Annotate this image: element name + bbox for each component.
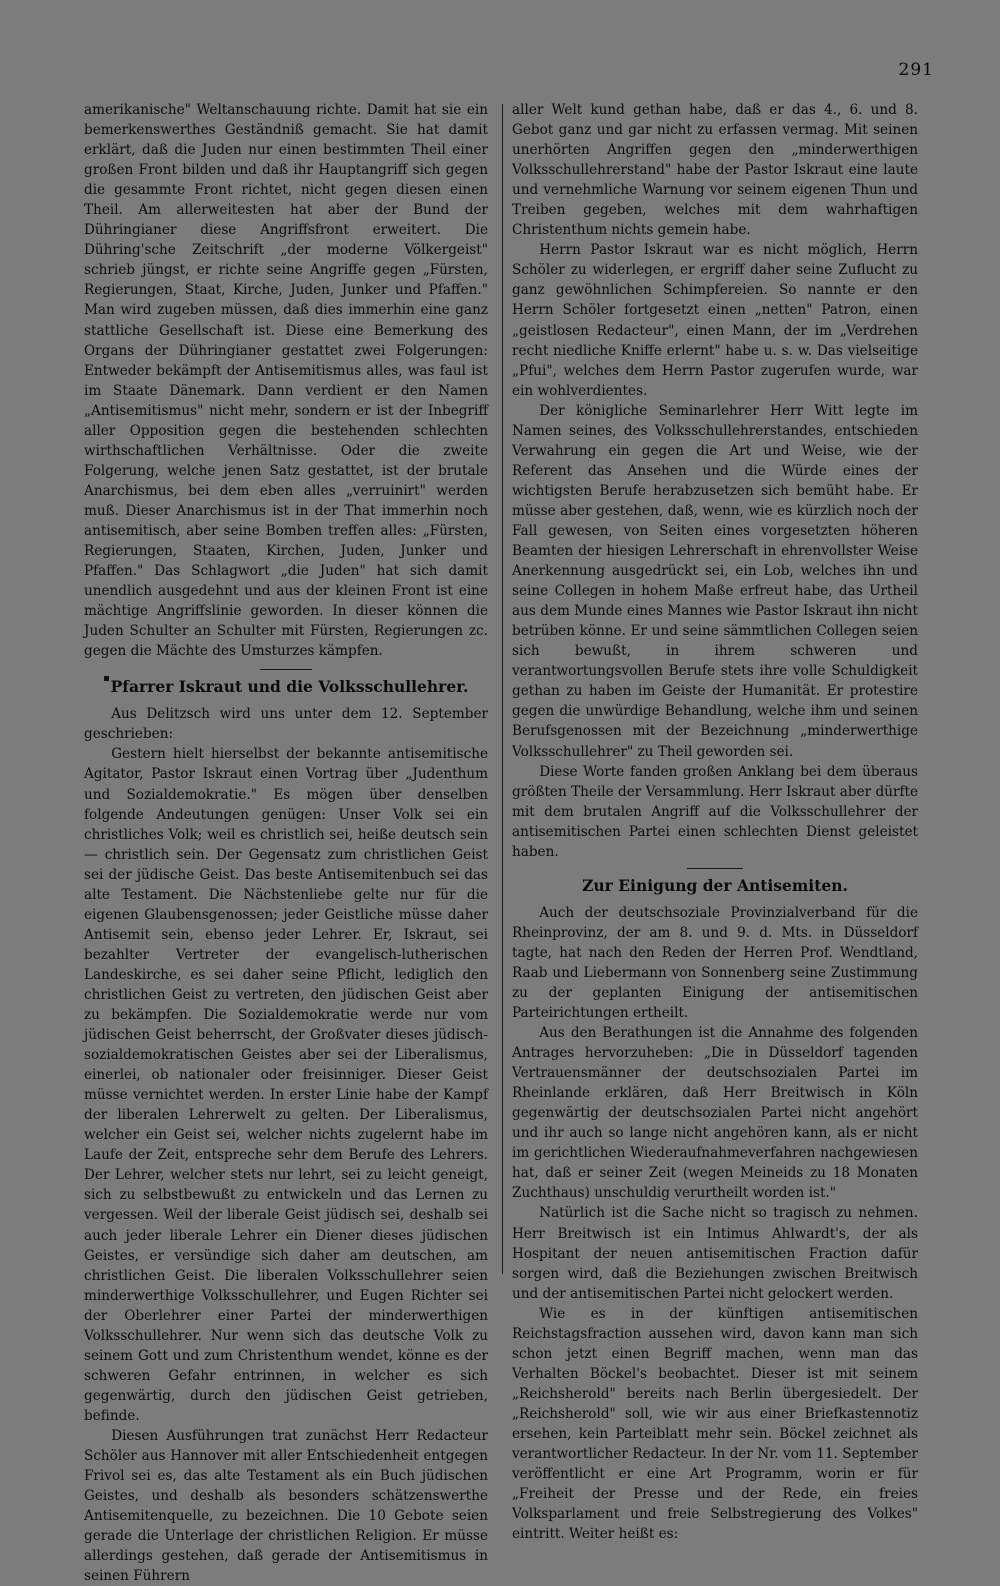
right-column — [512, 100, 918, 1544]
headline-text: Pfarrer Iskraut und die Volksschullehrer. — [110, 677, 469, 697]
article-headline-einigung: Zur Einigung der Antisemiten. — [582, 875, 848, 895]
article-paragraph: Aus Delitzsch wird uns unter dem 12. September geschrieben: — [84, 706, 488, 743]
article-paragraph: Auch der deutschsoziale Provinzialverband für die Rheinprovinz, der am 8. und 9. d. Mts. in Düsseldorf tagte, hat nach den Reden der Herren Prof. Wendtland, Raab und Liebermann von Sonnenberg seine Zustimmung zu der geplanten Einigung der antisemitischen Parteirichtungen ertheilt. — [512, 904, 918, 1022]
column-divider — [502, 104, 503, 1274]
page-number: 291 — [898, 60, 934, 80]
separator-rule — [260, 669, 312, 670]
article-paragraph: Diese Worte fanden großen Anklang bei dem überaus größten Theile der Versammlung. Herr Iskraut aber dürfte mit dem brutalen Angriff auf die Volksschullehrer der antisemitischen Partei einen schlechten Dienst geleistet haben. — [512, 763, 918, 860]
left-column — [84, 100, 488, 1586]
article-paragraph: Der königliche Seminarlehrer Herr Witt legte im Namen seines, des Volksschullehrerstandes, entschieden Verwahrung ein gegen die Art und Weise, wie der Referent das Ansehen und die Würde eines der wichtigsten Berufe herabzusetzen sich bemüht habe. Er müsse aber gestehen, daß, wenn, wie es kürzlich noch der Fall gewesen, von Seiten eines vorgesetzten höheren Beamten der hiesigen Lehrerschaft in ehrenvollster Weise Anerkennung ausgedrückt sei, ein Lob, welches ihn und seine Collegen in hohem Maße erfreut habe, das Urtheil aus dem Munde eines Mannes wie Pastor Iskraut ihn nicht betrüben könne. Er und seine sämmtlichen Collegen seien sich bewußt, in ihrem schweren und verantwortungsvollen Berufe stets ihre volle Schuldigkeit gethan zu haben im Geiste der Humanität. Er protestire gegen die unwürdige Behandlung, welche ihm und seinen Berufsgenossen mit der Bezeichnung „minderwerthige Volksschullehrer" zu Theil geworden sei. — [512, 402, 918, 760]
separator-rule — [687, 868, 743, 869]
article-paragraph: Diesen Ausführungen trat zunächst Herr Redacteur Schöler aus Hannover mit aller Entschiedenheit entgegen Frivol sei es, das alte Testament als ein Buch jüdischen Geistes, und deshalb als besonders schätzenswerthe Antisemitenquelle, zu bezeichnen. Die 10 Gebote seien gerade die Unterlage der christlichen Religion. Er müsse allerdings gestehen, daß gerade der Antisemitismus in seinen Führern — [84, 1428, 488, 1585]
article-paragraph: Gestern hielt hierselbst der bekannte antisemitische Agitator, Pastor Iskraut einen Vortrag über „Judenthum und Sozialdemokratie." Es mögen über denselben folgende Andeutungen genügen: Unser Volk sei ein christliches Volk; weil es christlich sei, heiße deutsch sein — christlich sein. Der Gegensatz zum christlichen Geist sei der jüdische Geist. Das beste Antisemitenbuch sei das alte Testament. Die Nächstenliebe gelte nur für die eigenen Glaubensgenossen; jeder Geistliche müsse daher Antisemit sein, ebenso jeder Lehrer. Er, Iskraut, sei bezahlter Vertreter der evangelisch-lutherischen Landeskirche, es sei daher seine Pflicht, lediglich den christlichen Geist zu vertreten, den jüdischen Geist aber zu bekämpfen. Die Sozialdemokratie werde nur vom jüdischen Geist beherrscht, der Großvater dieses jüdisch-sozialdemokratischen Geistes aber sei der Liberalismus, einerlei, ob nationaler oder freisinniger. Dieser Geist müsse vernichtet werden. In erster Linie habe der Kampf der liberalen Lehrerwelt zu gelten. Der Liberalismus, welcher ein Geist sei, welcher nichts zugelernt habe im Laufe der Zeit, entspreche sehr dem Berufe des Lehrers. Der Lehrer, welcher stets nur lehrt, sei zu leicht geneigt, sich zu selbstbewußt zu entwickeln und das Lernen zu vergessen. Weil der liberale Geist jüdisch sei, deshalb sei auch jeder liberale Lehrer ein Diener dieses jüdischen Geistes, er versündige sich daher am deutschen, am christlichen Geist. Die liberalen Volksschullehrer seien minderwerthige Volksschullehrer, und Eugen Richter sei der Oberlehrer einer Partei der minderwerthigen Volksschullehrer. Nur wenn sich das deutsche Volk zu seinem Gott und zum Christenthum wendet, könne es der schweren Gefahr entrinnen, in welcher es sich gegenwärtig, durch den jüdischen Geist getrieben, befinde. — [84, 746, 488, 1424]
continued-paragraph: aller Welt kund gethan habe, daß er das 4., 6. und 8. Gebot ganz und gar nicht zu erfassen vermag. Mit seinen unerhörten Angriffen gegen den „minderwerthigen Volksschullehrerstand" habe der Pastor Iskraut eine laute und vernehmliche Warnung vor seinem eigenen Thun und Treiben gegeben, welches mit dem wahrhaftigen Christenthum nichts gemein habe. — [512, 102, 918, 239]
article-paragraph: Herrn Pastor Iskraut war es nicht möglich, Herrn Schöler zu widerlegen, er ergriff daher seine Zuflucht zu ganz gewöhnlichen Schimpfereien. So nannte er den Herrn Schöler fortgesetzt einen „netten" Patron, einen „geistlosen Redacteur", einen Mann, der im „Verdrehen recht niedliche Kniffe erlernt" habe u. s. w. Das vielseitige „Pfui", welches dem Herrn Pastor zugerufen wurde, war ein wohlverdientes. — [512, 242, 918, 399]
article-paragraph: Natürlich ist die Sache nicht so tragisch zu nehmen. Herr Breitwisch ist ein Intimus Ahlwardt's, der als Hospitant der neuen antisemitischen Fraction dafür sorgen wird, daß die Beziehungen zwischen Breitwisch und der antisemitischen Partei nicht gelockert werden. — [512, 1205, 918, 1302]
article-paragraph: Aus den Berathungen ist die Annahme des folgenden Antrages hervorzuheben: „Die in Düsseldorf tagenden Vertrauensmänner der deutschsozialen Partei im Rheinlande erklären, daß Herr Breitwisch in Köln gegenwärtig der deutschsozialen Partei nicht angehört und ihr auch so lange nicht angehören kann, als er nicht im gerichtlichen Wiederaufnahmeverfahren nachgewiesen hat, daß er seiner Zeit (wegen Meineids zu 18 Monaten Zuchthaus) unschuldig verurtheilt worden ist." — [512, 1025, 918, 1202]
article-headline-iskraut — [84, 676, 488, 698]
headline-marker — [104, 676, 109, 681]
article-paragraph: Wie es in der künftigen antisemitischen Reichstagsfraction aussehen wird, davon kann man sich schon jetzt einen Begriff machen, wenn man das Verhalten Böckel's beobachtet. Dieser ist mit seinem „Reichsherold" bereits nach Berlin übergesiedelt. Der „Reichsherold" soll, wie wir aus einer Briefkastennotiz ersehen, kein Parteiblatt mehr sein. Böckel zeichnet als verantwortlicher Redacteur. In der Nr. vom 11. September veröffentlicht er eine Art Programm, worin er für „Freiheit der Presse und der Rede, ein freies Volksparlament und freie Selbstregierung des Volkes" eintritt. Weiter heißt es: — [512, 1305, 918, 1543]
left-opening-paragraph: amerikanische" Weltanschauung richte. Damit hat sie ein bemerkenswerthes Geständniß gemacht. Sie hat damit erklärt, daß die Juden nur einen bestimmten Theil einer großen Front bilden und daß ihr Hauptangriff sich gegen die gesammte Front richtet, nicht gegen diesen einen Theil. Am allerweitesten hat aber der Bund der Dühringianer diese Angriffsfront erweitert. Die Dühring'sche Zeitschrift „der moderne Völkergeist" schrieb jüngst, er richte seine Angriffe gegen „Fürsten, Regierungen, Staat, Kirche, Juden, Junker und Pfaffen." Man wird zugeben müssen, daß dies immerhin eine ganz stattliche Gesellschaft ist. Diese eine Bemerkung des Organs der Dühringianer gestattet zwei Folgerungen: Entweder bekämpft der Antisemitismus alles, was faul ist im Staate Dänemark. Dann verdient er den Namen „Antisemitismus" nicht mehr, sondern er ist der Inbegriff aller Opposition gegen die bestehenden schlechten wirthschaftlichen Verhältnisse. Oder die zweite Folgerung, welche jenen Satz gestattet, ist der brutale Anarchismus, bei dem eben alles „verruinirt" werden muß. Dieser Anarchismus ist in der That immerhin noch antisemitisch, aber seine Bomben treffen alles: „Fürsten, Regierungen, Staaten, Kirchen, Juden, Junker und Pfaffen." Das Schlagwort „die Juden" hat sich damit unendlich ausgedehnt und aus der kleinen Front ist eine mächtige Angriffslinie geworden. In dieser können die Juden Schulter an Schulter mit Fürsten, Regierungen zc. gegen die Mächte des Umsturzes kämpfen. — [84, 102, 488, 660]
